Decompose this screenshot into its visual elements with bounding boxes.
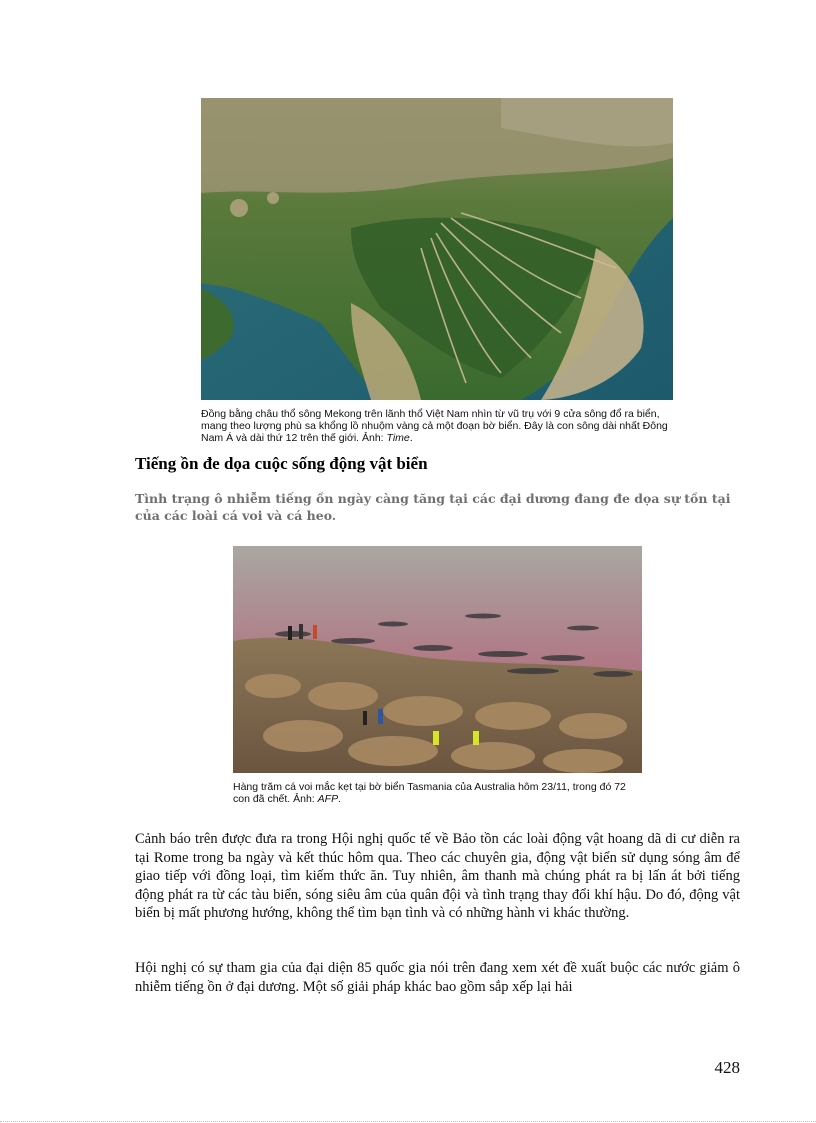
- article-heading: Tiếng ồn đe dọa cuộc sống động vật biển: [135, 454, 428, 473]
- figure2-caption: [233, 781, 643, 805]
- figure2-caption-text: Hàng trăm cá voi mắc kẹt tại bờ biển Tasmania của Australia hôm 23/11, trong đó 72 con đã chết. Ảnh:: [233, 781, 626, 805]
- figure1-credit-suffix: .: [409, 432, 413, 444]
- figure1-credit: Time: [386, 432, 410, 444]
- page-bottom-divider: [0, 1121, 816, 1122]
- article-lead: Tình trạng ô nhiễm tiếng ồn ngày càng tăng tại các đại dương đang đe dọa sự tồn tại của các loài cá voi và cá heo.: [135, 491, 731, 523]
- mekong-delta-satellite-photo: [201, 98, 673, 400]
- figure2-credit-suffix: .: [338, 793, 341, 805]
- page-number: 428: [714, 1058, 740, 1077]
- stranded-whales-photo: [233, 546, 642, 773]
- figure1-caption: [201, 408, 673, 444]
- body-paragraph-1: Cảnh báo trên được đưa ra trong Hội nghị quốc tế về Bảo tồn các loài động vật hoang dã di cư diễn ra tại Rome trong ba ngày và kết thúc hôm qua. Theo các chuyên gia, động vật biển sử dụng sóng âm để giao tiếp với đồng loại, tìm kiếm thức ăn. Tuy nhiên, âm thanh mà chúng phát ra bị lấn át bởi tiếng động phát ra từ các tàu biển, sóng siêu âm của quân đội và tình trạng thay đổi khí hậu. Do đó, động vật biển bị mất phương hướng, không thể tìm bạn tình và có những hành vi khác thường.: [135, 831, 740, 921]
- figure2-credit: AFP: [317, 793, 339, 805]
- figure1-caption-text: Đồng bằng châu thổ sông Mekong trên lãnh thổ Việt Nam nhìn từ vũ trụ với 9 cửa sông đổ ra biển, mang theo lượng phù sa khổng lồ nhuộm vàng cả một đoạn bờ biển. Đây là con sông dài nhất Đông Nam Á và dài thứ 12 trên thế giới. Ảnh:: [201, 408, 668, 444]
- body-paragraph-2: Hội nghị có sự tham gia của đại diện 85 quốc gia nói trên đang xem xét đề xuất buộc các nước giảm ô nhiễm tiếng ồn ở đại dương. Một số giải pháp khác bao gồm sắp xếp lại hải: [135, 960, 740, 995]
